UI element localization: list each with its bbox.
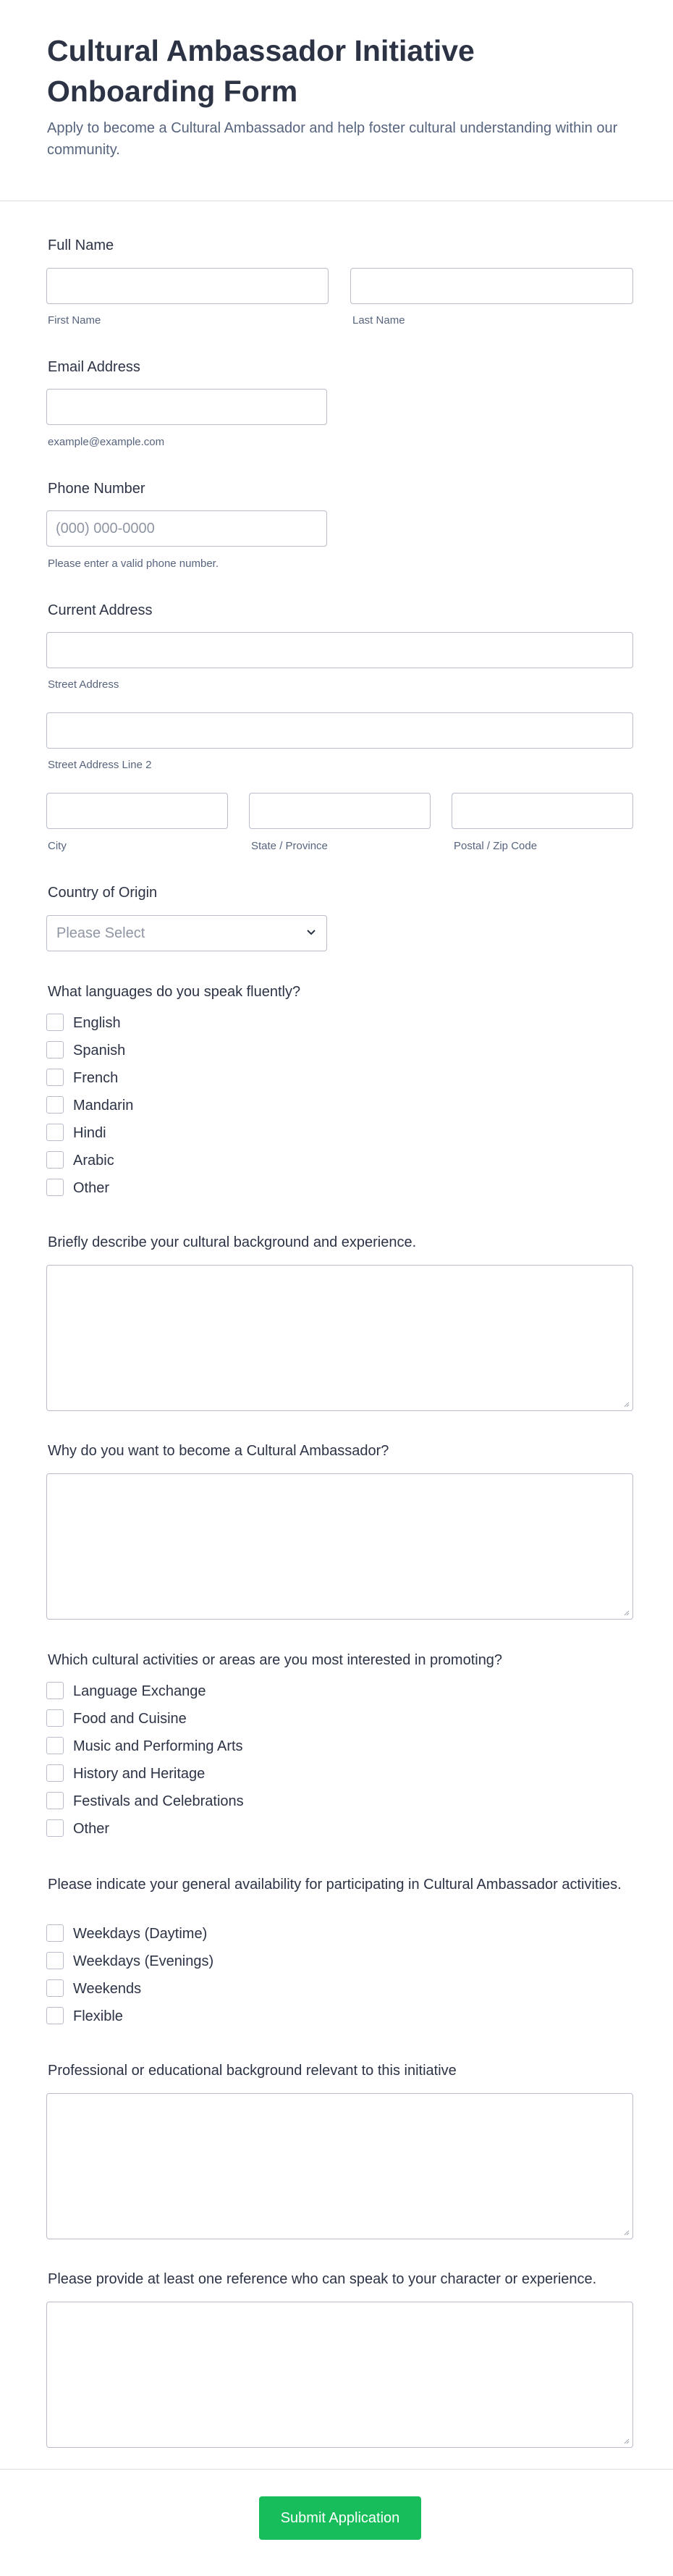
checkbox-label: Mandarin [73, 1098, 134, 1114]
phone-input[interactable] [46, 510, 327, 547]
street-address-line2-sublabel: Street Address Line 2 [48, 759, 152, 771]
availability-option-weekends[interactable] [46, 1979, 553, 1998]
full-name-label: Full Name [48, 237, 114, 253]
resize-grip-icon[interactable] [622, 1609, 630, 1616]
checkbox[interactable] [46, 1096, 64, 1114]
availability-option-flexible[interactable] [46, 2007, 553, 2026]
language-option-other[interactable] [46, 1179, 553, 1197]
motivation-textarea[interactable] [46, 1473, 633, 1620]
checkbox-label: Hindi [73, 1125, 106, 1141]
state-sublabel: State / Province [251, 840, 328, 852]
language-option-french[interactable] [46, 1069, 553, 1087]
checkbox-label: Language Exchange [73, 1683, 206, 1699]
chevron-down-icon [306, 929, 316, 936]
country-select[interactable] [46, 915, 327, 951]
footer-divider [0, 2469, 673, 2470]
street-address-sublabel: Street Address [48, 678, 119, 691]
checkbox-label: Music and Performing Arts [73, 1738, 243, 1754]
language-option-hindi[interactable] [46, 1124, 553, 1142]
checkbox-label: History and Heritage [73, 1766, 206, 1782]
checkbox-label: Weekends [73, 1981, 142, 1997]
checkbox-label: Other [73, 1180, 110, 1196]
email-field[interactable] [46, 389, 327, 425]
country-select-value: Please Select [56, 925, 145, 941]
form-subtitle: Apply to become a Cultural Ambassador and help foster cultural understanding within our community. [47, 120, 618, 158]
availability-option-weekdays-evenings[interactable] [46, 1952, 553, 1971]
last-name-sublabel: Last Name [352, 314, 405, 327]
street-address-line2-input[interactable] [46, 712, 633, 749]
resize-grip-icon[interactable] [622, 2228, 630, 2236]
checkbox[interactable] [46, 1124, 64, 1141]
interest-option-history[interactable] [46, 1764, 553, 1783]
checkbox[interactable] [46, 1792, 64, 1809]
checkbox-label: Weekdays (Daytime) [73, 1926, 208, 1942]
reference-label: Please provide at least one reference who can speak to your character or experience. [48, 2271, 597, 2287]
checkbox[interactable] [46, 1819, 64, 1837]
city-sublabel: City [48, 840, 67, 852]
language-option-english[interactable] [46, 1014, 553, 1032]
checkbox[interactable] [46, 1682, 64, 1699]
interest-option-language-exchange[interactable] [46, 1682, 553, 1701]
email-sublabel: example@example.com [48, 436, 165, 448]
checkbox[interactable] [46, 1979, 64, 1997]
checkbox[interactable] [46, 1952, 64, 1969]
country-label: Country of Origin [48, 885, 158, 901]
interest-option-other[interactable] [46, 1819, 553, 1838]
email-label: Email Address [48, 359, 140, 375]
checkbox[interactable] [46, 1709, 64, 1727]
phone-sublabel: Please enter a valid phone number. [48, 557, 219, 570]
first-name-input[interactable] [46, 268, 329, 304]
languages-label: What languages do you speak fluently? [48, 984, 301, 1000]
postal-code-sublabel: Postal / Zip Code [454, 840, 538, 852]
checkbox[interactable] [46, 1014, 64, 1031]
checkbox[interactable] [46, 2007, 64, 2024]
checkbox[interactable] [46, 1764, 64, 1782]
background-label: Briefly describe your cultural background and experience. [48, 1234, 417, 1250]
resize-grip-icon[interactable] [622, 1400, 630, 1407]
interest-option-festivals[interactable] [46, 1792, 553, 1811]
professional-label: Professional or educational background relevant to this initiative [48, 2063, 457, 2079]
availability-label: Please indicate your general availability for participating in Cultural Ambassador activities. [48, 1877, 622, 1893]
state-input[interactable] [249, 793, 431, 829]
city-input[interactable] [46, 793, 228, 829]
checkbox-label: Food and Cuisine [73, 1711, 187, 1727]
language-option-mandarin[interactable] [46, 1096, 553, 1115]
checkbox[interactable] [46, 1069, 64, 1086]
checkbox[interactable] [46, 1041, 64, 1058]
motivation-label: Why do you want to become a Cultural Ambassador? [48, 1443, 389, 1459]
checkbox[interactable] [46, 1924, 64, 1942]
submit-button[interactable]: Submit Application [259, 2496, 421, 2540]
checkbox-label: Arabic [73, 1153, 114, 1169]
checkbox-label: Weekdays (Evenings) [73, 1953, 214, 1969]
last-name-input[interactable] [350, 268, 633, 304]
street-address-input[interactable] [46, 632, 633, 668]
language-option-spanish[interactable] [46, 1041, 553, 1060]
reference-textarea[interactable] [46, 2302, 633, 2448]
form-header [0, 0, 673, 201]
form-title: Cultural Ambassador Initiative Onboarding Form [47, 34, 475, 108]
checkbox[interactable] [46, 1151, 64, 1169]
language-option-arabic[interactable] [46, 1151, 553, 1170]
resize-grip-icon[interactable] [622, 2437, 630, 2444]
postal-code-input[interactable] [452, 793, 633, 829]
checkbox-label: French [73, 1070, 119, 1086]
interests-label: Which cultural activities or areas are you most interested in promoting? [48, 1652, 503, 1668]
phone-label: Phone Number [48, 481, 145, 497]
checkbox-label: Other [73, 1821, 110, 1837]
first-name-sublabel: First Name [48, 314, 101, 327]
professional-textarea[interactable] [46, 2093, 633, 2239]
checkbox-label: English [73, 1015, 121, 1031]
checkbox-label: Spanish [73, 1043, 126, 1058]
interest-option-music[interactable] [46, 1737, 553, 1756]
checkbox[interactable] [46, 1737, 64, 1754]
checkbox[interactable] [46, 1179, 64, 1196]
checkbox-label: Festivals and Celebrations [73, 1793, 244, 1809]
availability-option-weekdays-daytime[interactable] [46, 1924, 553, 1943]
background-textarea[interactable] [46, 1265, 633, 1411]
checkbox-label: Flexible [73, 2008, 123, 2024]
interest-option-food[interactable] [46, 1709, 553, 1728]
address-label: Current Address [48, 602, 153, 618]
